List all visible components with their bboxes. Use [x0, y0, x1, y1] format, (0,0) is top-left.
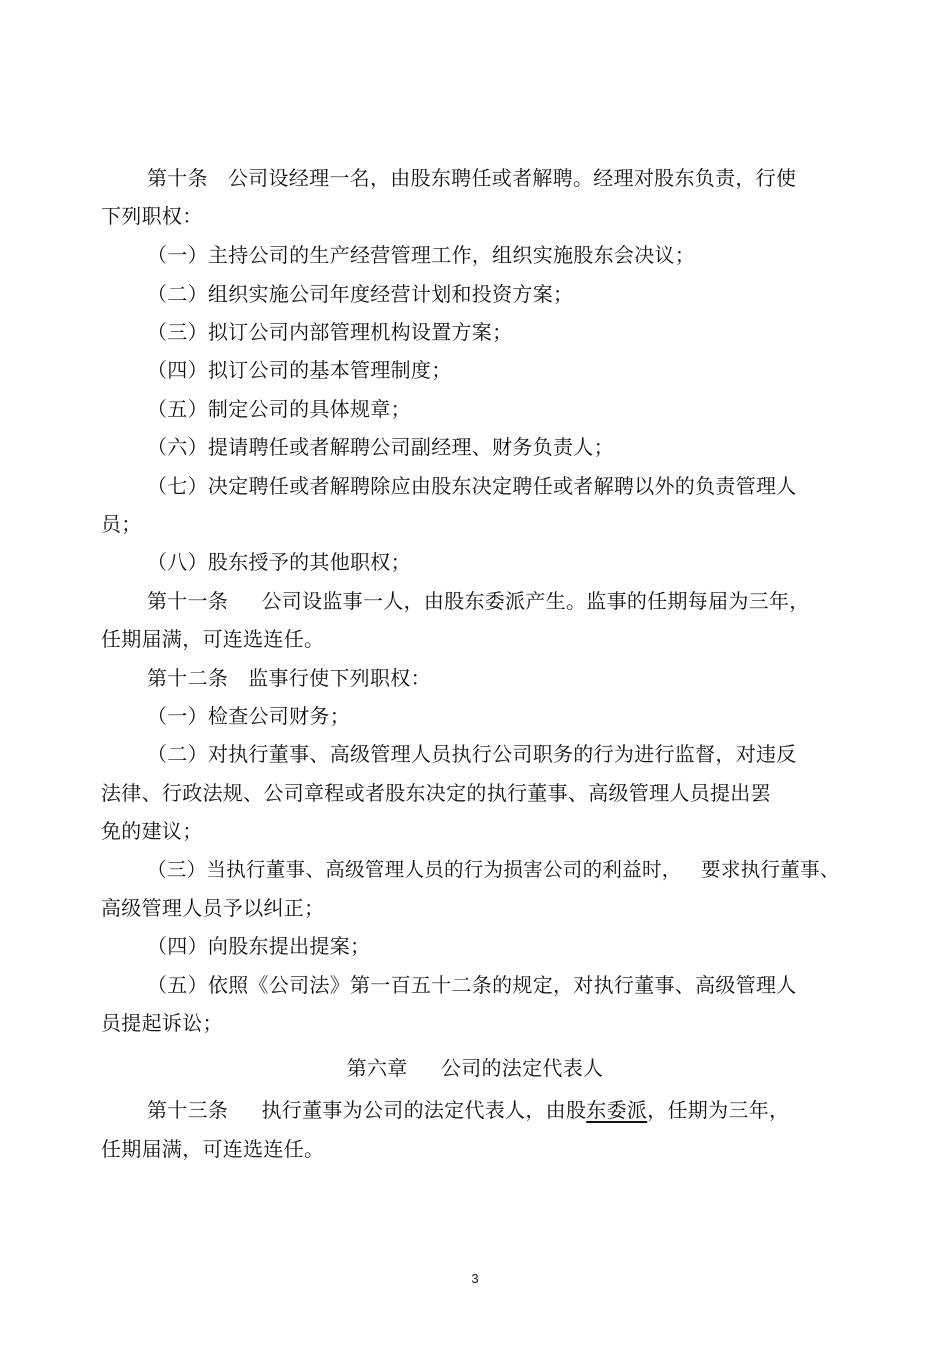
article-12-item-3-line-2: 高级管理人员予以纠正； — [101, 896, 325, 920]
article-12-item-2-line-3: 免的建议； — [101, 819, 203, 843]
article-10-line-1: 第十条 公司设经理一名，由股东聘任或者解聘。经理对股东负责，行使 — [147, 166, 797, 190]
article-10-item-7-line-1: （七）决定聘任或者解聘除应由股东决定聘任或者解聘以外的负责管理人 — [147, 474, 797, 498]
article-10-item-4: （四）拟订公司的基本管理制度； — [147, 358, 452, 382]
article-10-item-8: （八）股东授予的其他职权； — [147, 550, 411, 574]
article-11-line-1: 第十一条 公司设监事一人，由股东委派产生。监事的任期每届为三年， — [147, 589, 810, 613]
article-12-item-2-line-1: （二）对执行董事、高级管理人员执行公司职务的行为进行监督，对违反 — [147, 742, 797, 766]
article-12-item-1: （一）检查公司财务； — [147, 704, 350, 728]
article-12-item-4: （四）向股东提出提案； — [147, 934, 371, 958]
article-10-item-7-line-2: 员； — [101, 512, 142, 536]
article-13-prefix: 第十三条 执行董事为公司的法定代表人，由股 — [147, 1098, 587, 1122]
article-11-line-2: 任期届满，可连选连任。 — [101, 627, 325, 651]
page-number: 3 — [471, 1271, 479, 1286]
article-12-item-5-line-1: （五）依照《公司法》第一百五十二条的规定，对执行董事、高级管理人 — [147, 973, 797, 997]
article-10-item-2: （二）组织实施公司年度经营计划和投资方案； — [147, 282, 574, 306]
article-10-item-1: （一）主持公司的生产经营管理工作，组织实施股东会决议； — [147, 243, 696, 267]
article-12-item-5-line-2: 员提起诉讼； — [101, 1011, 223, 1035]
article-13-underlined: 东委派 — [586, 1098, 648, 1122]
article-10-item-3: （三）拟订公司内部管理机构设置方案； — [147, 320, 513, 344]
article-13-line-1 — [147, 1097, 789, 1123]
article-10-item-5: （五）制定公司的具体规章； — [147, 397, 411, 421]
chapter-6-heading: 第六章 公司的法定代表人 — [346, 1056, 604, 1080]
article-13-suffix: ，任期为三年， — [647, 1098, 790, 1122]
article-10-item-6: （六）提请聘任或者解聘公司副经理、财务负责人； — [147, 435, 614, 459]
article-12-item-2-line-2: 法律、行政法规、公司章程或者股东决定的执行董事、高级管理人员提出罢 — [101, 781, 771, 805]
article-12-item-3-line-1: （三）当执行董事、高级管理人员的行为损害公司的利益时， 要求执行董事、 — [147, 858, 840, 881]
article-13-line-2: 任期届满，可连选连任。 — [101, 1137, 325, 1161]
article-10-line-2: 下列职权： — [101, 204, 203, 228]
article-12-heading: 第十二条 监事行使下列职权： — [147, 666, 431, 690]
